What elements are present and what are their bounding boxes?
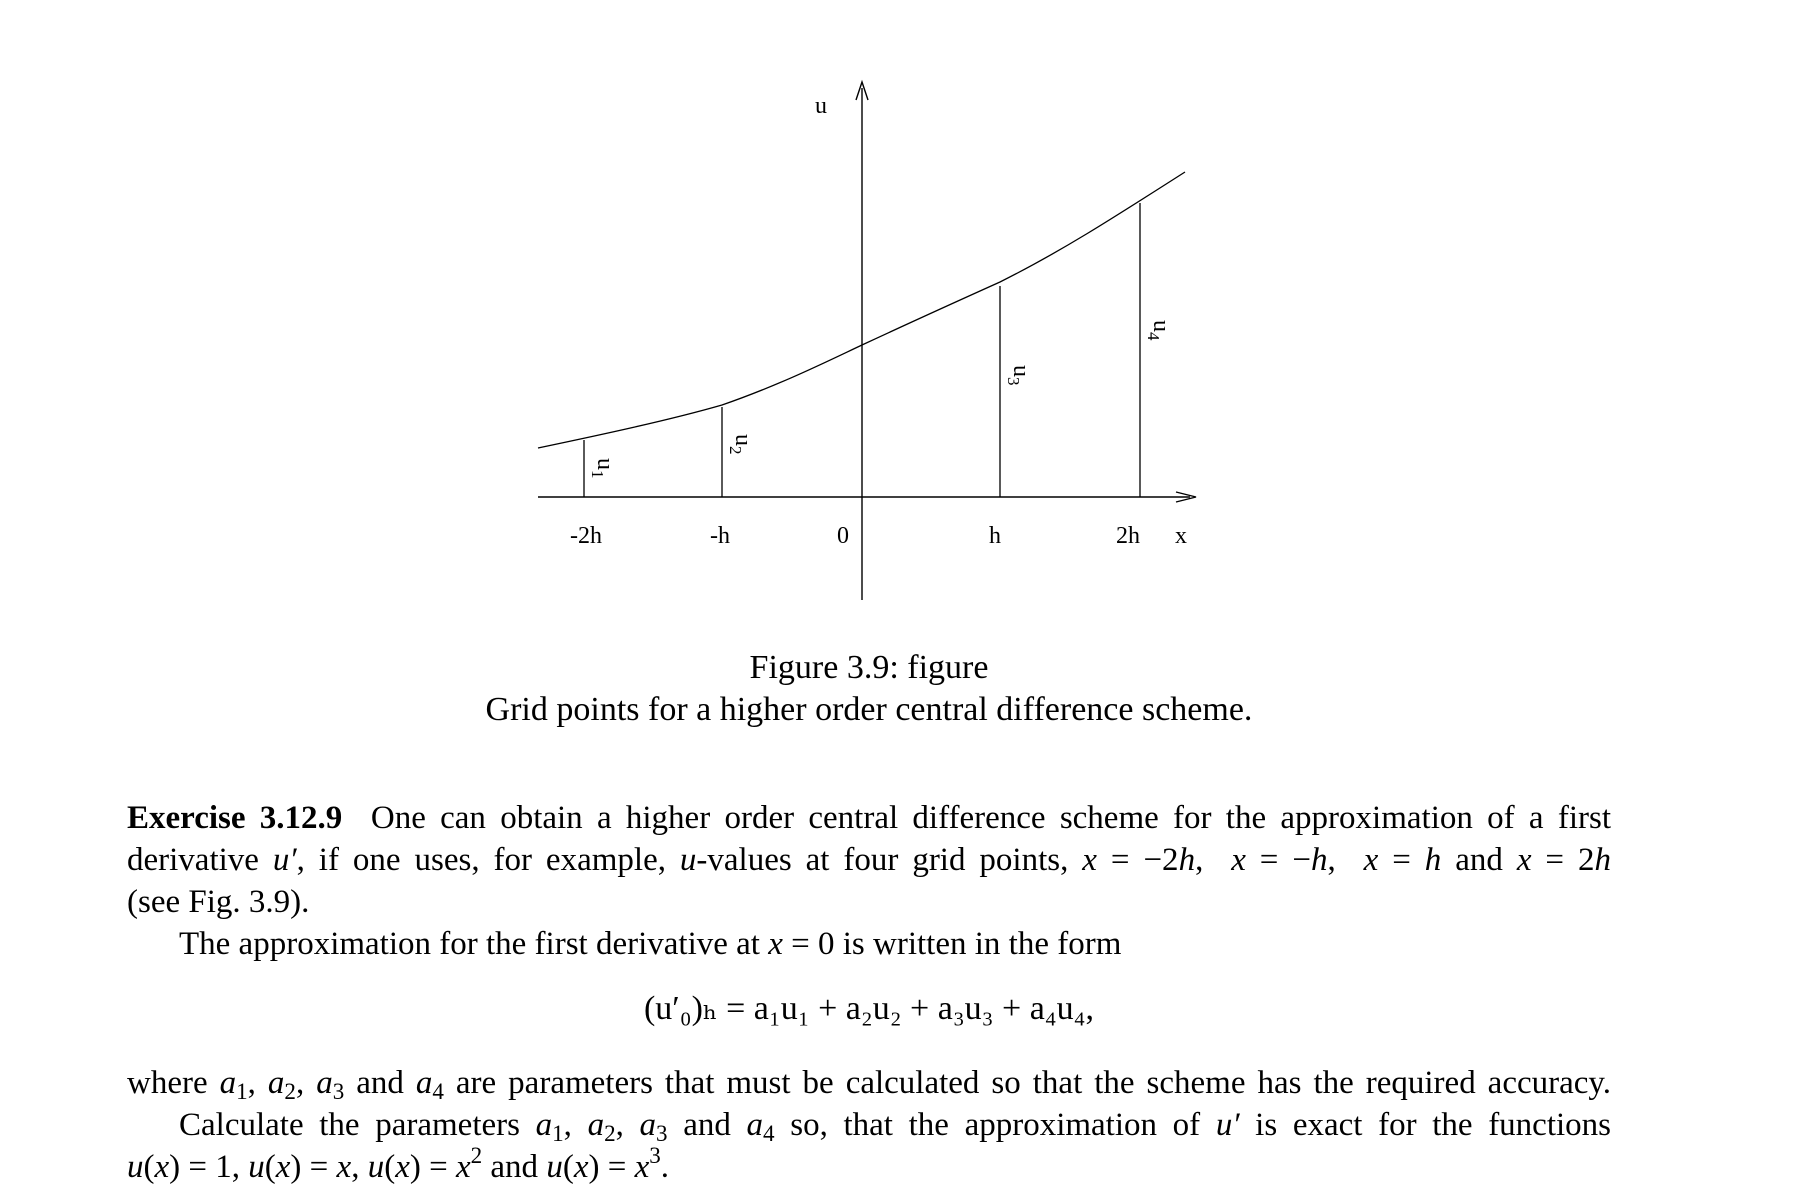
- label-u3: [1004, 365, 1034, 386]
- exercise-line-6: Calculate the parameters $a_1$, $a_2$, $a_3$ and $a_4$ so, that the approximation of u′ is exact for the functions: [179, 1107, 1612, 1146]
- figure-caption-title: Figure 3.9: figure: [749, 649, 989, 686]
- exercise-paragraph-1: [127, 797, 1611, 965]
- label-u1: [588, 458, 618, 479]
- tick-label-minus-h: -h: [710, 523, 730, 549]
- tick-label-zero: 0: [837, 523, 849, 549]
- svg-text:u3: $u_3$: [1004, 365, 1034, 386]
- label-u4: [1144, 320, 1174, 341]
- u-axis-label: u: [815, 93, 827, 119]
- exercise-line-2: derivative u′, if one uses, for example, u-values at four grid points, x = −2h, x = −h, x = h and x = 2h: [127, 842, 1611, 878]
- figure-caption-text: Grid points for a higher order central difference scheme.: [485, 691, 1253, 728]
- svg-text:u2: $u_2$: [726, 434, 756, 455]
- exercise-line-7: u(x) = 1, u(x) = x, $u(x) = x^2$ and $u(x) = x^3$.: [127, 1142, 670, 1185]
- svg-text:u1: $u_1$: [588, 458, 618, 479]
- x-axis-label: x: [1175, 523, 1187, 549]
- exercise-line-5: where $a_1$, $a_2$, $a_3$ and $a_4$ are parameters that must be calculated so that the scheme has the required accuracy.: [127, 1065, 1612, 1104]
- exercise-title: Exercise 3.12.9: [127, 800, 343, 836]
- exercise-paragraph-2: [127, 1062, 1611, 1188]
- difference-scheme-equation: (u′₀)ₕ = a₁u₁ + a₂u₂ + a₃u₃ + a₄u₄,: [643, 990, 1095, 1027]
- tick-label-minus-2h: -2h: [570, 523, 602, 549]
- svg-text:u4: $u_4$: [1144, 320, 1174, 341]
- exercise-line-4: The approximation for the first derivative at x = 0 is written in the form: [179, 926, 1122, 962]
- tick-label-2h: 2h: [1116, 523, 1140, 549]
- label-u2: [726, 434, 756, 455]
- tick-label-h: h: [989, 523, 1001, 549]
- exercise-line-1: Exercise 3.12.9 One can obtain a higher order central difference scheme for the approximation of a first: [127, 800, 1611, 836]
- exercise-line-3: (see Fig. 3.9).: [127, 884, 310, 920]
